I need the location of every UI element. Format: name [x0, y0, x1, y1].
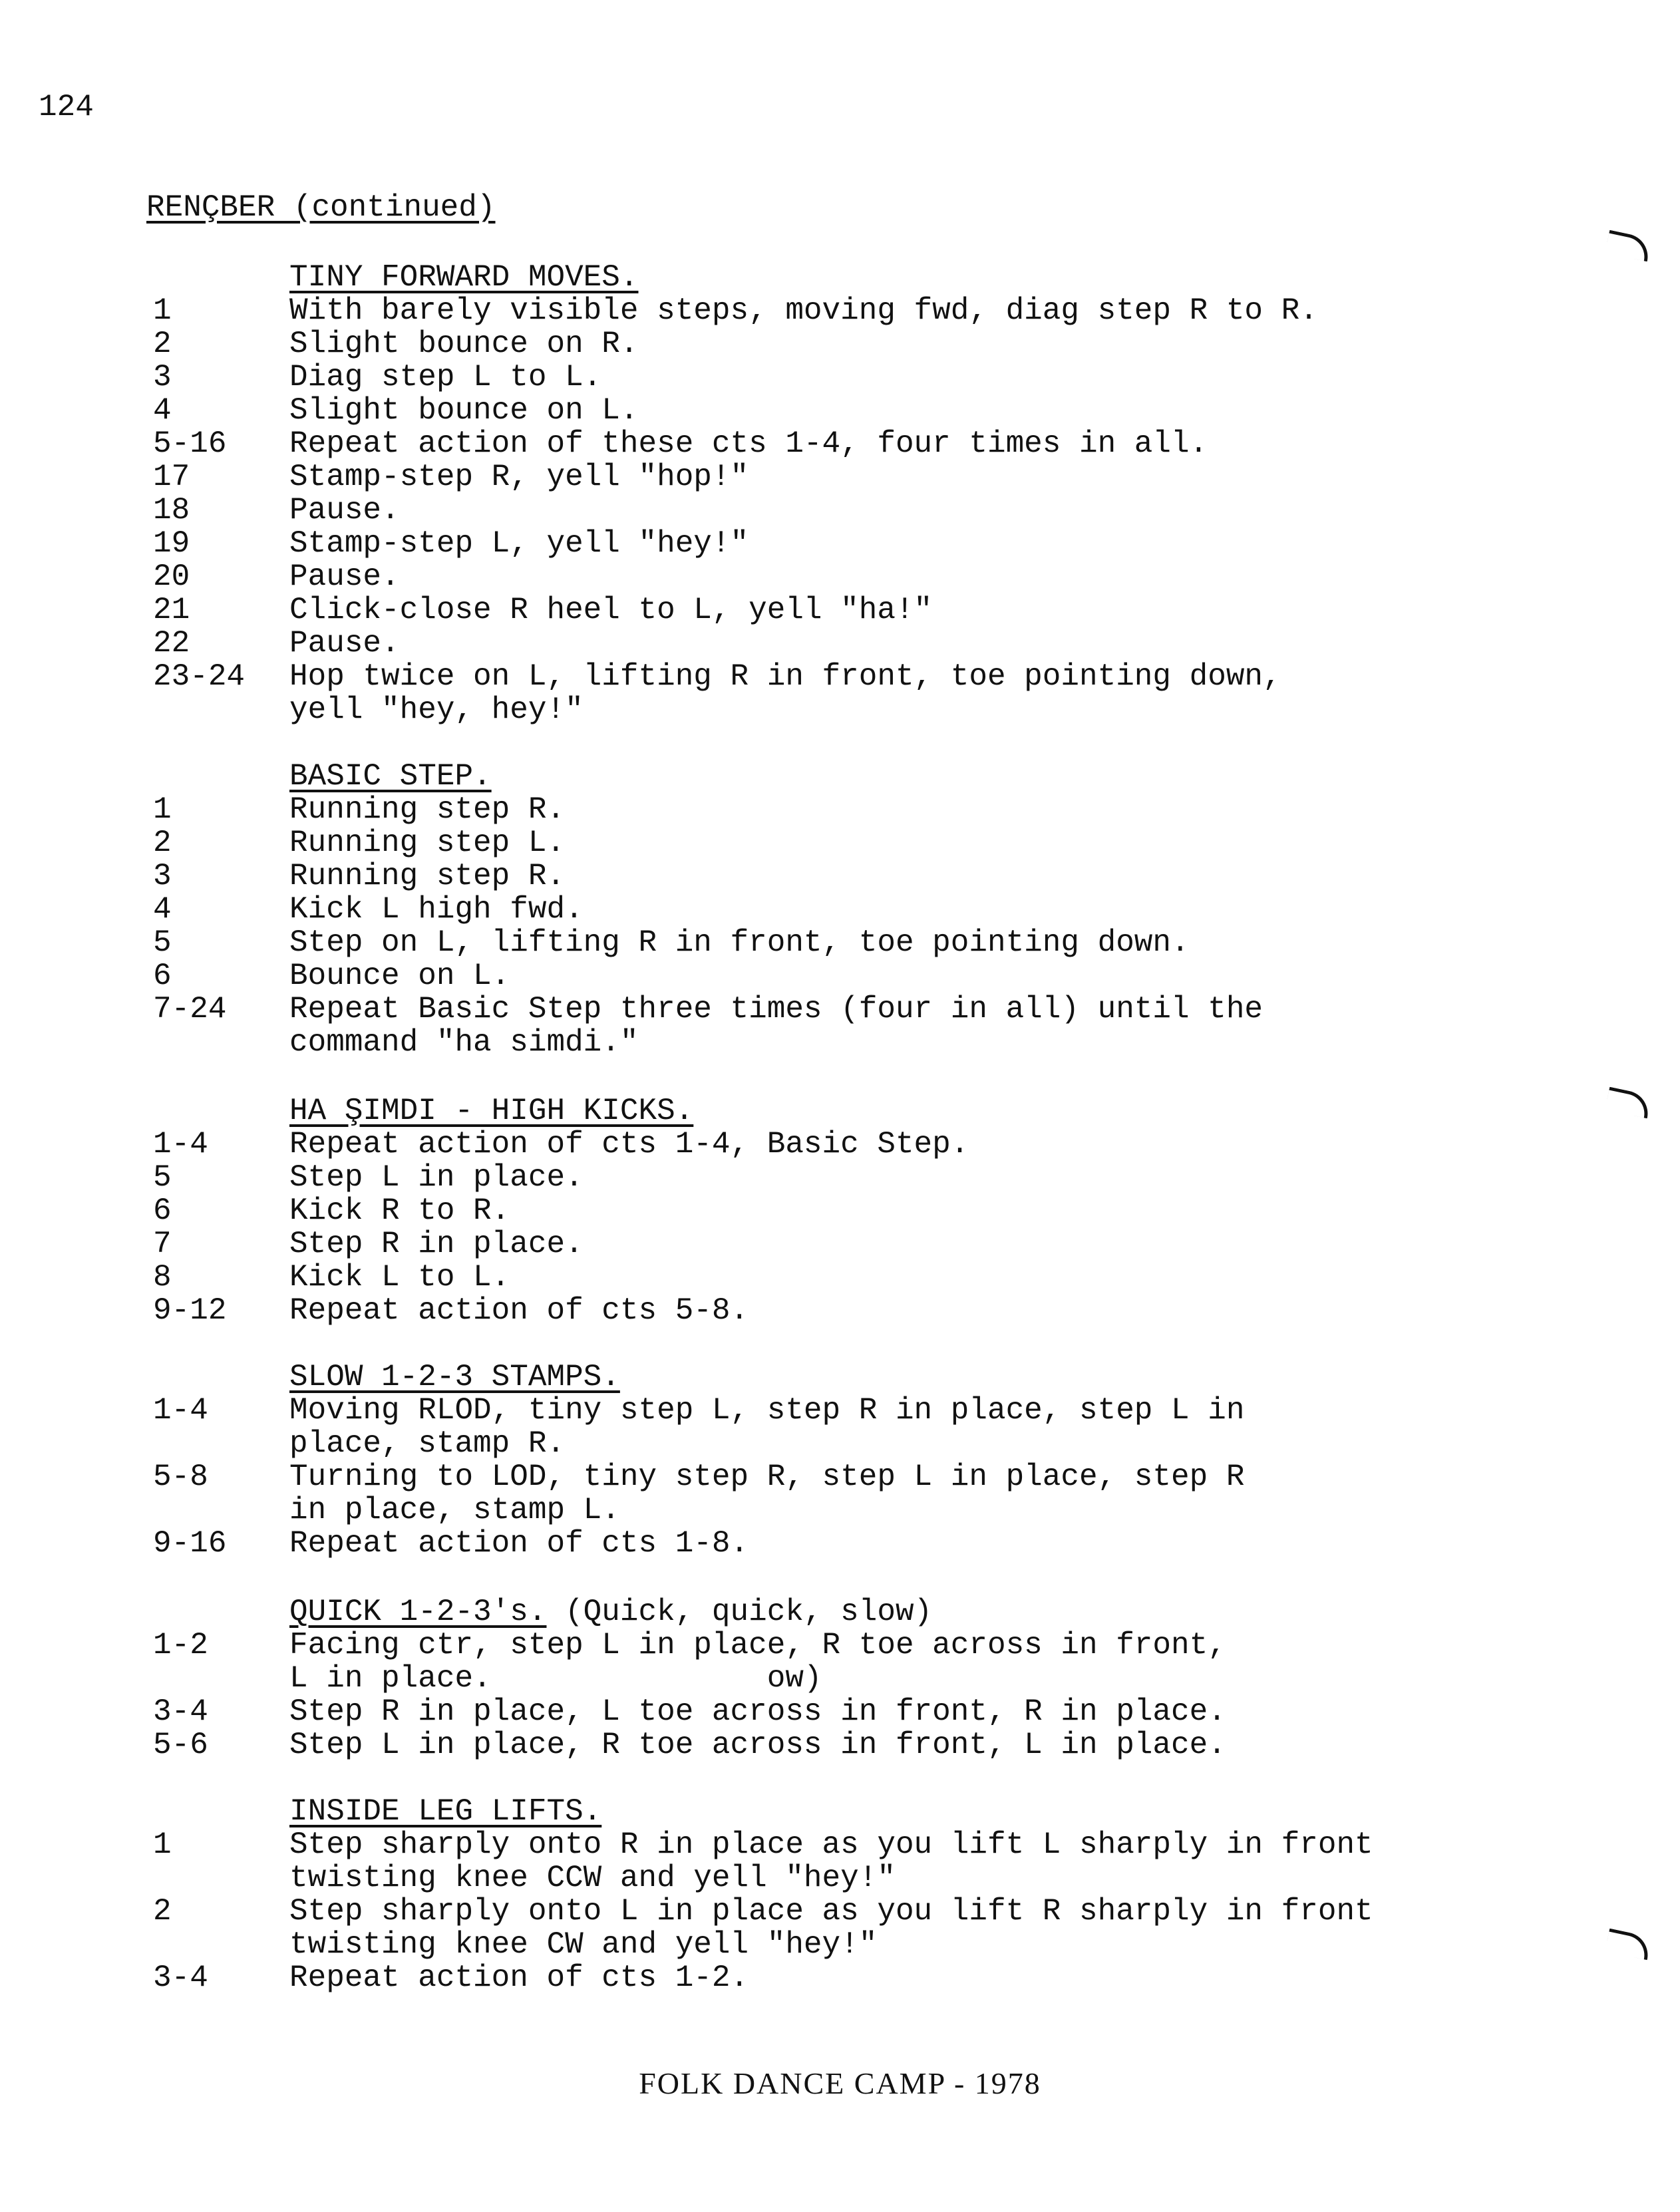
step-description: Repeat action of cts 1-4, Basic Step. [289, 1127, 969, 1162]
step-row [153, 494, 1550, 527]
count-label: 21 [153, 593, 190, 627]
count-label: 5 [153, 925, 172, 960]
step-row [153, 527, 1550, 560]
step-row [153, 1527, 1550, 1560]
step-description: Repeat action of cts 1-2. [289, 1961, 749, 1995]
step-row [153, 893, 1550, 926]
step-row [153, 1128, 1550, 1161]
step-row [153, 826, 1550, 860]
step-description: Kick L to L. [289, 1260, 510, 1295]
step-row [153, 1629, 1550, 1695]
section-heading: HA ŞIMDI - HIGH KICKS. [289, 1094, 694, 1128]
step-row [153, 1261, 1550, 1294]
step-row [153, 959, 1550, 993]
step-description: Diag step L to L. [289, 360, 602, 395]
step-row [153, 560, 1550, 593]
count-label: 1-2 [153, 1628, 208, 1662]
section-quick-123s [153, 1595, 1550, 1762]
count-label: 1 [153, 1827, 172, 1862]
count-label: 9-16 [153, 1526, 227, 1561]
count-label: 1-4 [153, 1127, 208, 1162]
step-description: Click-close R heel to L, yell "ha!" [289, 593, 933, 627]
step-row [153, 1161, 1550, 1194]
page-title: RENÇBER (continued) [146, 190, 496, 225]
count-label: 2 [153, 826, 172, 860]
step-description: Kick L high fwd. [289, 892, 584, 927]
step-row [153, 327, 1550, 361]
count-label: 23-24 [153, 659, 246, 694]
count-label: 3 [153, 859, 172, 893]
step-row [153, 1961, 1550, 1994]
step-description: Pause. [289, 559, 400, 594]
count-label: 18 [153, 493, 190, 528]
section-inside-leg-lifts [153, 1795, 1550, 1994]
step-description: Running step L. [289, 826, 566, 860]
step-description: Step L in place, R toe across in front, L in place. [289, 1728, 1226, 1762]
step-row [153, 460, 1550, 494]
step-description: Facing ctr, step L in place, R toe across in front, L in place. ow) [289, 1628, 1226, 1696]
count-label: 6 [153, 1193, 172, 1228]
section-ha-simdi [153, 1094, 1550, 1327]
step-row [153, 1294, 1550, 1327]
step-description: Pause. [289, 626, 400, 661]
section-heading: BASIC STEP. [289, 759, 492, 794]
count-label: 19 [153, 526, 190, 561]
step-description: Pause. [289, 493, 400, 528]
step-description: Bounce on L. [289, 959, 510, 993]
punch-mark [1605, 230, 1652, 262]
step-description: Hop twice on L, lifting R in front, toe pointing down, yell "hey, hey!" [289, 659, 1281, 727]
punch-mark [1605, 1087, 1652, 1119]
step-description: Slight bounce on R. [289, 327, 639, 361]
count-label: 5-16 [153, 426, 227, 461]
step-description: Step sharply onto L in place as you lift R sharply in front twisting knee CW and yell "hey!" [289, 1894, 1373, 1962]
count-label: 1 [153, 792, 172, 827]
count-label: 17 [153, 460, 190, 494]
step-description: Moving RLOD, tiny step L, step R in place, step L in place, stamp R. [289, 1393, 1245, 1461]
section-basic-step [153, 760, 1550, 1059]
step-description: Step R in place, L toe across in front, R in place. [289, 1694, 1226, 1729]
step-description: Slight bounce on L. [289, 393, 639, 428]
step-row [153, 593, 1550, 627]
page-number: 124 [39, 90, 94, 124]
step-row [153, 1460, 1550, 1527]
count-label: 7-24 [153, 992, 227, 1027]
step-row [153, 1695, 1550, 1728]
count-label: 4 [153, 393, 172, 428]
step-row [153, 793, 1550, 826]
count-label: 2 [153, 1894, 172, 1929]
count-label: 5 [153, 1160, 172, 1195]
step-description: Step L in place. [289, 1160, 584, 1195]
step-description: Repeat action of these cts 1-4, four times in all. [289, 426, 1208, 461]
step-row [153, 1394, 1550, 1460]
count-label: 7 [153, 1227, 172, 1261]
count-label: 9-12 [153, 1293, 227, 1328]
step-row [153, 627, 1550, 660]
step-row [153, 926, 1550, 959]
step-description: Step on L, lifting R in front, toe pointing down. [289, 925, 1190, 960]
count-label: 1 [153, 293, 172, 328]
step-row [153, 1194, 1550, 1227]
count-label: 20 [153, 559, 190, 594]
step-description: Stamp-step L, yell "hey!" [289, 526, 749, 561]
step-description: Repeat Basic Step three times (four in all) until the command "ha simdi." [289, 992, 1263, 1060]
count-label: 1-4 [153, 1393, 208, 1428]
step-row [153, 1895, 1550, 1961]
step-description: Running step R. [289, 859, 566, 893]
count-label: 3 [153, 360, 172, 395]
step-row [153, 427, 1550, 460]
count-label: 22 [153, 626, 190, 661]
step-row [153, 394, 1550, 427]
step-row [153, 294, 1550, 327]
step-row [153, 1227, 1550, 1261]
step-row [153, 361, 1550, 394]
section-heading: INSIDE LEG LIFTS. [289, 1794, 602, 1829]
count-label: 3-4 [153, 1961, 208, 1995]
step-description: Kick R to R. [289, 1193, 510, 1228]
count-label: 5-8 [153, 1460, 208, 1494]
punch-mark [1605, 1929, 1652, 1961]
step-row [153, 1728, 1550, 1762]
section-slow-stamps [153, 1360, 1550, 1560]
step-description: Step sharply onto R in place as you lift L sharply in front twisting knee CCW and yell "hey!" [289, 1827, 1373, 1895]
step-row [153, 860, 1550, 893]
step-description: Turning to LOD, tiny step R, step L in place, step R in place, stamp L. [289, 1460, 1245, 1527]
footer: FOLK DANCE CAMP - 1978 [639, 2066, 1041, 2100]
step-description: Stamp-step R, yell "hop!" [289, 460, 749, 494]
count-label: 5-6 [153, 1728, 208, 1762]
count-label: 8 [153, 1260, 172, 1295]
step-row [153, 1828, 1550, 1895]
step-description: Running step R. [289, 792, 566, 827]
step-row [153, 993, 1550, 1059]
step-description: With barely visible steps, moving fwd, diag step R to R. [289, 293, 1318, 328]
step-row [153, 660, 1550, 726]
step-description: Step R in place. [289, 1227, 584, 1261]
section-heading: SLOW 1-2-3 STAMPS. [289, 1360, 620, 1394]
count-label: 4 [153, 892, 172, 927]
step-description: Repeat action of cts 5-8. [289, 1293, 749, 1328]
section-tiny-forward-moves [153, 261, 1550, 726]
count-label: 2 [153, 327, 172, 361]
section-heading: QUICK 1-2-3's. (Quick, quick, slow) [289, 1595, 933, 1629]
step-description: Repeat action of cts 1-8. [289, 1526, 749, 1561]
count-label: 6 [153, 959, 172, 993]
heading-note: (Quick, quick, slow) [546, 1595, 933, 1629]
count-label: 3-4 [153, 1694, 208, 1729]
section-heading: TINY FORWARD MOVES. [289, 260, 639, 295]
